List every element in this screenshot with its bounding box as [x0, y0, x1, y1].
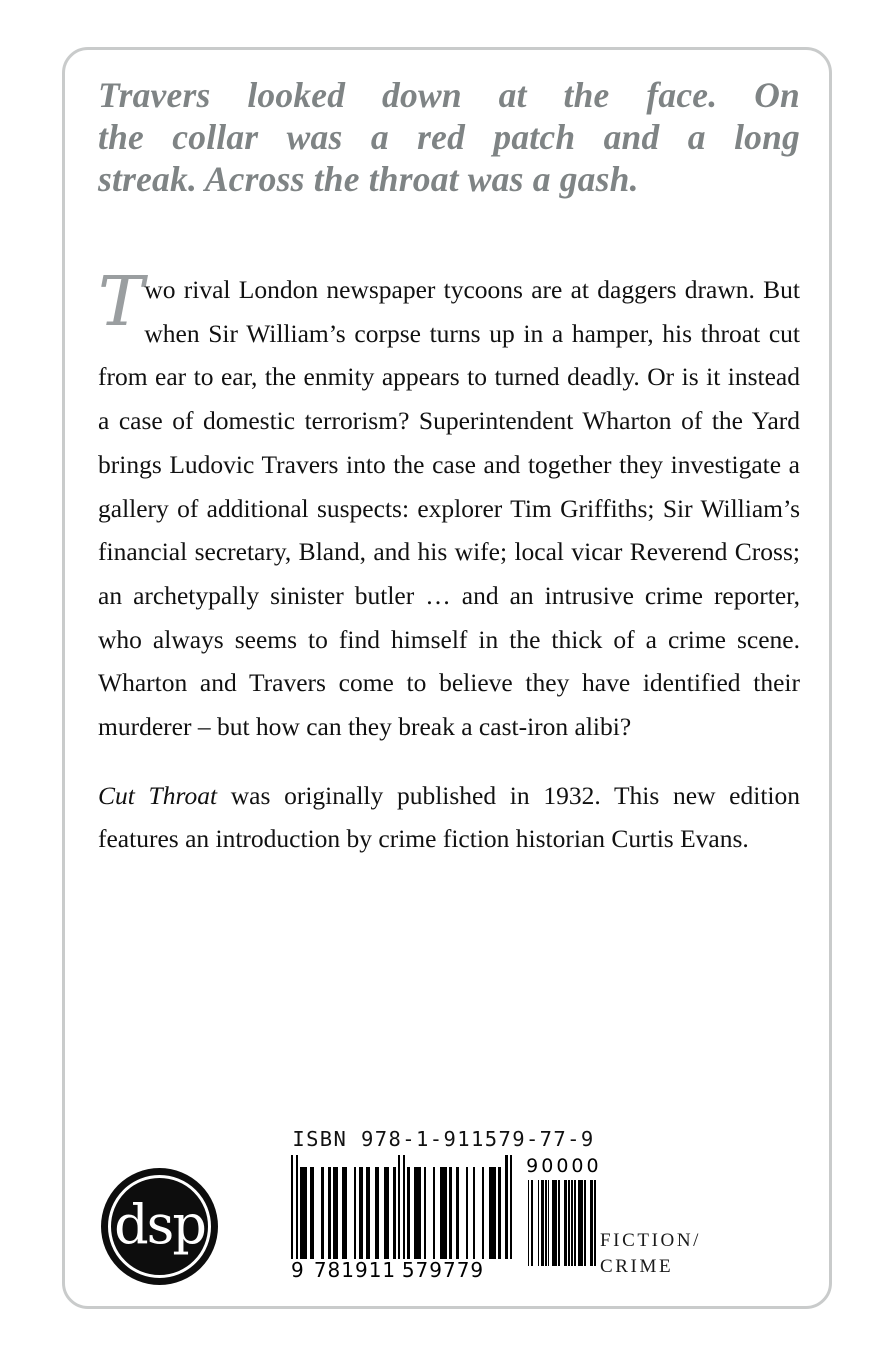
ean5-addon-digits: 90000	[526, 1155, 602, 1177]
ean13-digits-left: 781911	[313, 1258, 397, 1282]
blurb-paragraph-2-text: was originally published in 1932. This new edition features an introduction by crime fiction historian Curtis Evans.	[98, 780, 801, 854]
ean13-bars	[291, 1155, 512, 1259]
category-line-2: CRIME	[600, 1256, 674, 1277]
ean5-addon-bars	[526, 1180, 596, 1266]
isbn-barcode-block	[291, 1127, 602, 1282]
blurb-paragraph-1	[98, 263, 800, 749]
headline-line-2: the collar was a red patch and a long	[98, 117, 800, 157]
barcode-group	[291, 1155, 602, 1282]
ean13-barcode	[291, 1155, 512, 1282]
drop-cap-letter: T	[98, 263, 144, 342]
ean13-digits-right: 579779	[401, 1258, 485, 1282]
ean13-digit-lead: 9	[291, 1258, 305, 1282]
category-line-1: FICTION/	[600, 1230, 702, 1251]
ean5-addon-barcode	[526, 1155, 602, 1266]
ean13-digits	[291, 1258, 512, 1282]
cover-footer	[65, 1070, 835, 1300]
blurb-paragraph-1-text: wo rival London newspaper tycoons are at daggers drawn. But when Sir William’s corpse turns up in a hamper, his throat cut from ear to ear, the enmity appears to turned deadly. Or is it instead a case of domestic terrorism? Superintendent Wharton of the Yard brings Ludovic Travers into the case and together they investigate a gallery of additional suspects: explorer Tim Griffiths; Sir William’s financial secretary, Bland, and his wife; local vicar Reverend Cross; an archetypally sinister butler … and an intrusive crime reporter, who always seems to find himself in the thick of a crime scene. Wharton and Travers come to believe they have identified their murderer – but how can they break a cast-iron alibi?	[98, 275, 800, 742]
book-back-cover	[62, 47, 832, 1309]
blurb-body	[98, 263, 801, 861]
headline-line-1: Travers looked down at the face. On	[98, 75, 800, 115]
cover-headline-quote	[98, 74, 800, 200]
headline-line-3: streak. Across the throat was a gash.	[98, 159, 639, 199]
book-title-italic: Cut Throat	[98, 780, 218, 810]
isbn-text: ISBN 978-1-911579-77-9	[292, 1127, 595, 1151]
publisher-logo-dsp	[101, 1168, 218, 1285]
logo-text: dsp	[114, 1192, 205, 1256]
blurb-paragraph-2	[98, 774, 800, 861]
category-label	[600, 1228, 800, 1280]
